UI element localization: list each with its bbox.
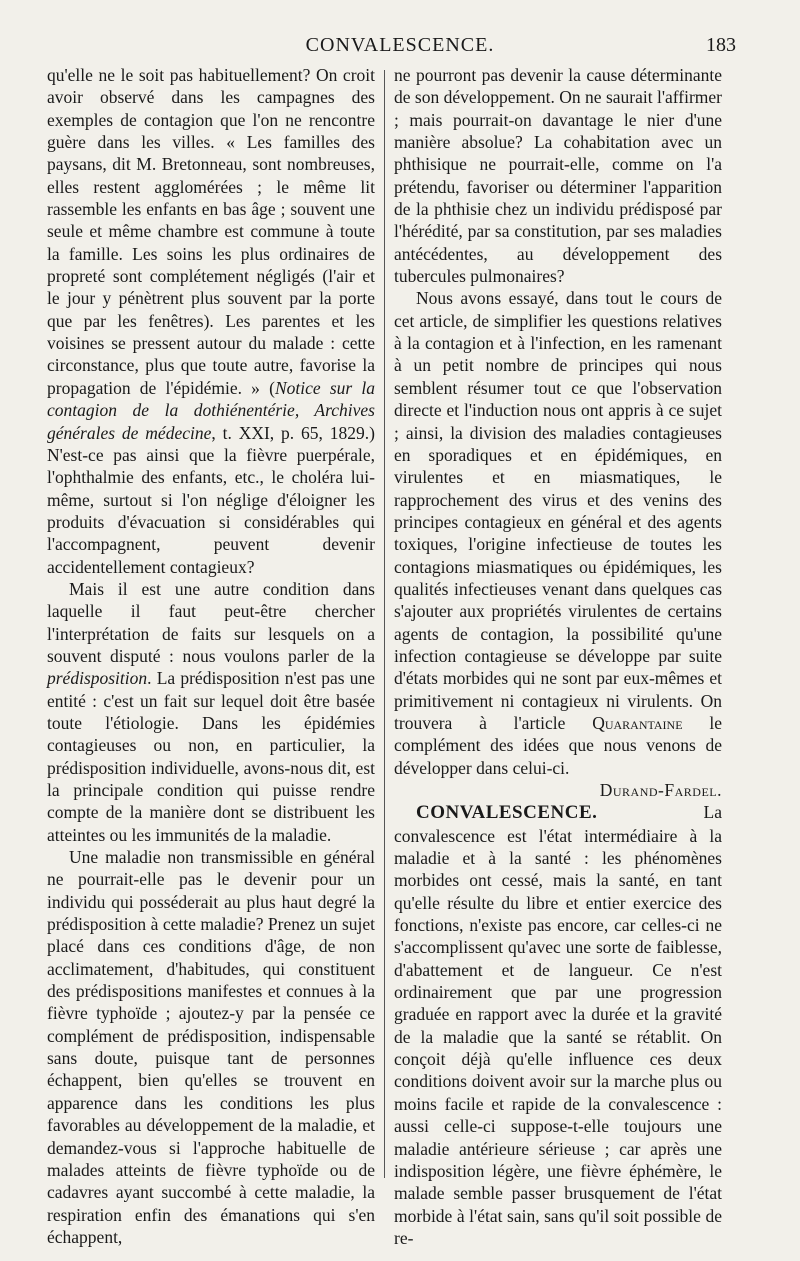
left-column (47, 64, 375, 1248)
column-divider (384, 70, 385, 1178)
paragraph (394, 801, 722, 1249)
paragraph-text: qu'elle ne le soit pas habituellement? On croit avoir observé dans les campagnes des exemples de contagion que l'on ne rencontre guère dans les villes. « Les familles des paysans, dit M. Bretonneau, sont nombreuses, elles restent agglomérées ; le même lit rassemble les enfants en bas âge ; souvent une seule et même chambre est commune à toute la famille. Les soins les plus ordinaires de propreté sont complétement négligés (l'air et le jour y pénètrent plus souvent par la porte que par les fenêtres). Les parentes et les voisines se pressent autour du malade : cette circonstance, plus que toute autre, favorise la propagation de l'épidémie. » ( (47, 65, 375, 398)
page-header (0, 34, 800, 58)
paragraph (47, 64, 375, 578)
paragraph-text: le complément des idées que nous venons de développer dans celui-ci. (394, 712, 722, 778)
page-number: 183 (706, 34, 736, 56)
paragraph: ne pourront pas devenir la cause déterminante de son développement. On ne saurait l'affirmer ; mais pourrait-on davantage le nier d'une manière absolue? La cohabitation avec un phthisique ne pourrait-elle, comme on l'a prétendu, favoriser ou déterminer l'apparition de la phthisie chez un individu prédisposé par l'hérédité, par sa constitution, par ses maladies antécédentes, au développement des tubercules pulmonaires? (394, 65, 722, 287)
right-column (394, 64, 722, 1249)
entry-heading: CONVALESCENCE. (416, 802, 598, 824)
cross-reference: Quarantaine (592, 712, 683, 733)
paragraph (47, 578, 375, 846)
paragraph-text: Mais il est une autre condition dans laquelle il faut peut-être chercher l'interprétation de faits sur lesquels on a souvent disputé : nous voulons parler de la (47, 578, 375, 666)
paragraph: Une maladie non transmissible en général ne pourrait-elle pas le devenir pour un individu qui posséderait au plus haut degré la prédisposition à cette maladie? Prenez un sujet placé dans ces conditions d'âge, de non acclimatement, d'habitudes, qui constituent des prédispositions manifestes et connues à la fièvre typhoïde ; ajoutez-y par la pensée ce complément de prédisposition, indispensable sans doute, puisque tant de personnes échappent, bien qu'elles se trouvent en apparence dans les conditions les plus favorables au développement de la maladie, et demandez-vous si l'approche habituelle de malades atteints de fièvre typhoïde ou de cadavres ayant succombé à cette maladie, la respiration enfin des émanations qui s'en échappent, (47, 847, 375, 1247)
paragraph-text: , t. XXI, p. 65, 1829.) N'est-ce pas ainsi que la fièvre puerpérale, l'ophthalmie des enfants, etc., le choléra lui-même, surtout si l'on néglige d'éloigner les produits d'évacuation si considérables qui l'accompagnent, peuvent devenir accidentellement contagieux? (47, 422, 375, 577)
emphasis: prédisposition (47, 668, 148, 689)
paragraph-text: La convalescence est l'état intermédiaire à la maladie et à la santé : les phénomènes morbides ont cessé, mais la santé, en tant qu'elle résulte du libre et entier exercice des fonctions, n'existe pas encore, car celles-ci ne s'accomplissent qu'avec une sorte de faiblesse, d'abattement et de langueur. Ce n'est ordinairement que par une progression graduée en rapport avec la durée et la gravité de la maladie que la santé se rétablit. On conçoit déjà qu'elle influence ces deux conditions doivent avoir sur la marche plus ou moins facile et rapide de la convalescence : aussi celle-ci suppose-t-elle toujours une maladie antérieure sérieuse ; car après une indisposition légère, une fièvre éphémère, le malade semble passer brusquement de l'état morbide à l'état sain, sans qu'il soit possible de re- (394, 802, 722, 1248)
citation-title: Notice sur la contagion de la dothiénentérie, Archives générales de médecine (47, 377, 375, 443)
running-title: CONVALESCENCE. (305, 34, 495, 56)
paragraph-text: . La prédisposition n'est pas une entité : c'est un fait sur lequel doit être basée toute l'étiologie. Dans les épidémies contagieuses ou non, en particulier, la prédisposition individuelle, avons-nous dit, est la principale condition qui puisse rendre compte de la manière dont se distribuent les atteintes ou les immunités de la maladie. (47, 668, 375, 845)
paragraph (394, 287, 722, 779)
author-signature: Durand-Fardel. (599, 780, 722, 800)
paragraph-text: Nous avons essayé, dans tout le cours de cet article, de simplifier les questions relatives à la contagion et à l'infection, en les ramenant à un petit nombre de principes qui nous semblent résumer tout ce que l'observation directe et l'induction nous ont appris à ce sujet ; ainsi, la division des maladies contagieuses en sporadiques et en épidémiques, en virulentes et en miasmatiques, le rapprochement des virus et des venins des principes contagieux en général et des agents toxiques, l'origine infectieuse de toutes les contagions miasmatiques ou épidémiques, les qualités infectieuses venant dans quelques cas s'ajouter aux propriétés virulentes de certains agents de contagion, la possibilité qu'une infection contagieuse se développe par suite d'états morbides qui ne sont par eux-mêmes et primitivement ni contagieux ni virulents. On trouvera à l'article (394, 288, 722, 733)
